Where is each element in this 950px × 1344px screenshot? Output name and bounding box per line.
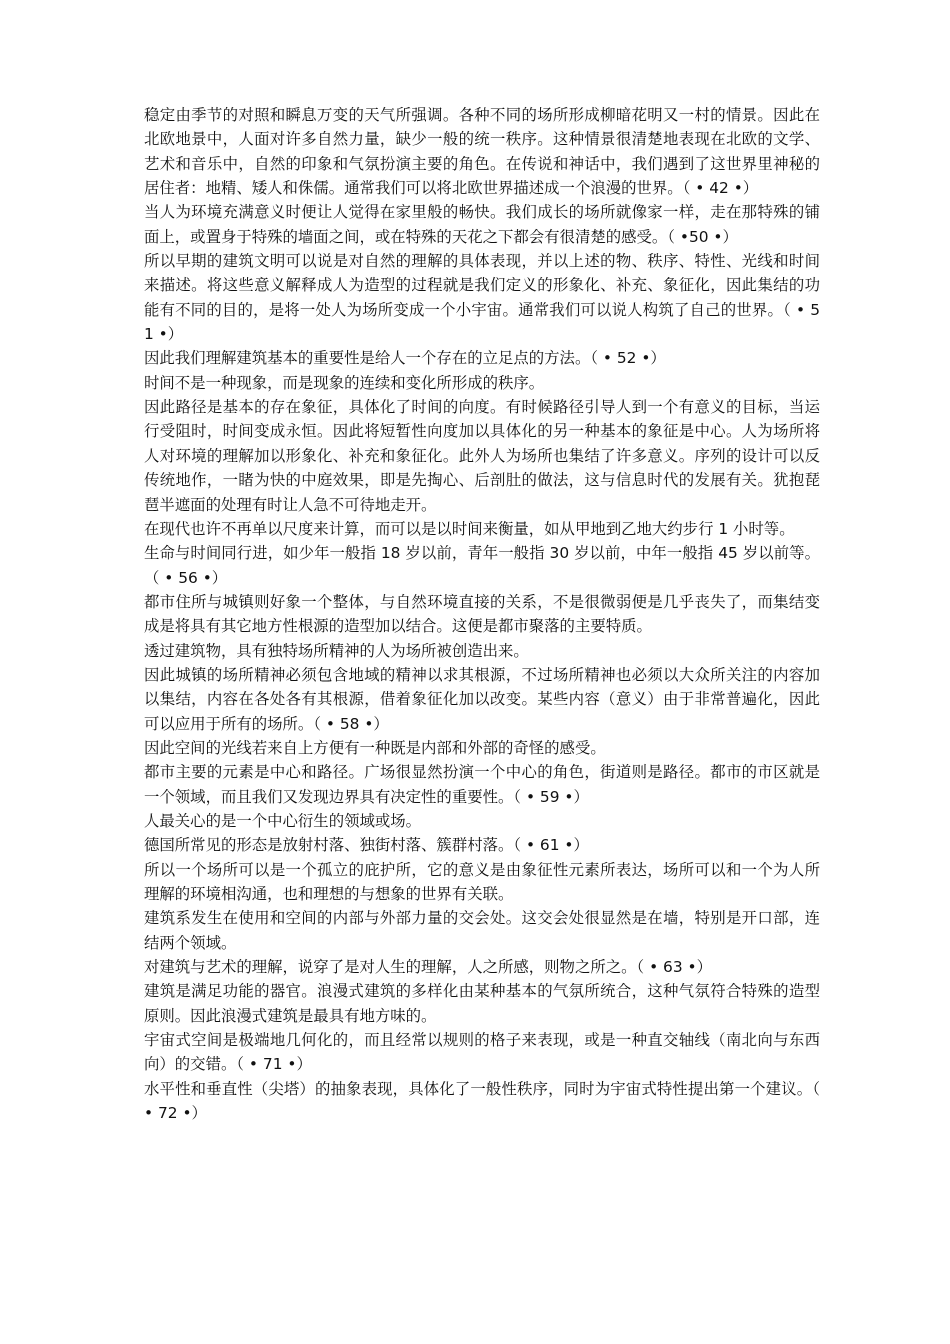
paragraph-13: 都市主要的元素是中心和路径。广场很显然扮演一个中心的角色，街道则是路径。都市的市区就是一个领域，而且我们又发现边界具有决定性的重要性。（ • 59 •） xyxy=(144,763,820,806)
paragraph-5: 时间不是一种现象，而是现象的连续和变化所形成的秩序。 xyxy=(144,373,545,392)
paragraph-15: 德国所常见的形态是放射村落、独街村落、簇群村落。（ • 61 •） xyxy=(144,836,589,855)
paragraph-9: 都市住所与城镇则好象一个整体，与自然环境直接的关系，不是很微弱便是几乎丧失了，而集结变成是将具有其它地方性根源的造型加以结合。这便是都市聚落的主要特质。 xyxy=(144,592,820,636)
paragraph-8: 生命与时间同行进，如少年一般指 18 岁以前，青年一般指 30 岁以前，中年一般指 45 岁以前等。（ • 56 •） xyxy=(144,544,820,587)
paragraph-14: 人最关心的是一个中心衍生的领域或场。 xyxy=(144,811,422,830)
paragraph-3: 所以早期的建筑文明可以说是对自然的理解的具体表现，并以上述的物、秩序、特性、光线和时间来描述。将这些意义解释成人为造型的过程就是我们定义的形象化、补充、象征化，因此集结的功能有不同的目的，是将一处人为场所变成一个小宇宙。通常我们可以说人构筑了自己的世界。（ • 51 •） xyxy=(144,252,820,344)
paragraph-18: 对建筑与艺术的理解，说穿了是对人生的理解，人之所感，则物之所之。（ • 63 •） xyxy=(144,958,712,977)
paragraph-16: 所以一个场所可以是一个孤立的庇护所，它的意义是由象征性元素所表达，场所可以和一个为人所理解的环境相沟通，也和理想的与想象的世界有关联。 xyxy=(144,860,820,903)
paragraph-2: 当人为环境充满意义时便让人觉得在家里般的畅快。我们成长的场所就像家一样，走在那特殊的铺面上，或置身于特殊的墙面之间，或在特殊的天花之下都会有很清楚的感受。（ •50 •） xyxy=(144,203,820,246)
paragraph-12: 因此空间的光线若来自上方便有一种既是内部和外部的奇怪的感受。 xyxy=(144,738,606,757)
paragraph-4: 因此我们理解建筑基本的重要性是给人一个存在的立足点的方法。（ • 52 •） xyxy=(144,349,666,368)
paragraph-20: 宇宙式空间是极端地几何化的，而且经常以规则的格子来表现，或是一种直交轴线（南北向与东西向）的交错。（ • 71 •） xyxy=(144,1031,820,1074)
paragraph-1: 稳定由季节的对照和瞬息万变的天气所强调。各种不同的场所形成柳暗花明又一村的情景。因此在北欧地景中，人面对许多自然力量，缺少一般的统一秩序。这种情景很清楚地表现在北欧的文学、艺术和音乐中，自然的印象和气氛扮演主要的角色。在传说和神话中，我们遇到了这世界里神秘的居住者：地精、矮人和侏儒。通常我们可以将北欧世界描述成一个浪漫的世界。（ • 42 •） xyxy=(144,106,820,198)
paragraph-19: 建筑是满足功能的器官。浪漫式建筑的多样化由某种基本的气氛所统合，这种气氛符合特殊的造型原则。因此浪漫式建筑是最具有地方味的。 xyxy=(144,982,820,1025)
paragraph-21: 水平性和垂直性（尖塔）的抽象表现，具体化了一般性秩序，同时为宇宙式特性提出第一个建议。（ • 72 •） xyxy=(144,1079,820,1123)
paragraph-10: 透过建筑物，具有独特场所精神的人为场所被创造出来。 xyxy=(144,641,529,660)
paragraph-11: 因此城镇的场所精神必须包含地域的精神以求其根源，不过场所精神也必须以大众所关注的内容加以集结，内容在各处各有其根源，借着象征化加以改变。某些内容（意义）由于非常普遍化，因此可以应用于所有的场所。（ • 58 •） xyxy=(144,665,820,733)
paragraph-6: 因此路径是基本的存在象征，具体化了时间的向度。有时候路径引导人到一个有意义的目标，当运行受阻时，时间变成永恒。因此将短暂性向度加以具体化的另一种基本的象征是中心。人为场所将人对环境的理解加以形象化、补充和象征化。此外人为场所也集结了许多意义。序列的设计可以反传统地作，一睹为快的中庭效果，即是先掏心、后剖肚的做法，这与信息时代的发展有关。犹抱琵琶半遮面的处理有时让人急不可待地走开。 xyxy=(144,398,820,514)
paragraph-7: 在现代也许不再单以尺度来计算，而可以是以时间来衡量，如从甲地到乙地大约步行 1 小时等。 xyxy=(144,519,795,538)
paragraph-17: 建筑系发生在使用和空间的内部与外部力量的交会处。这交会处很显然是在墙，特别是开口部，连结两个领域。 xyxy=(144,909,820,952)
document-body xyxy=(144,103,820,1125)
